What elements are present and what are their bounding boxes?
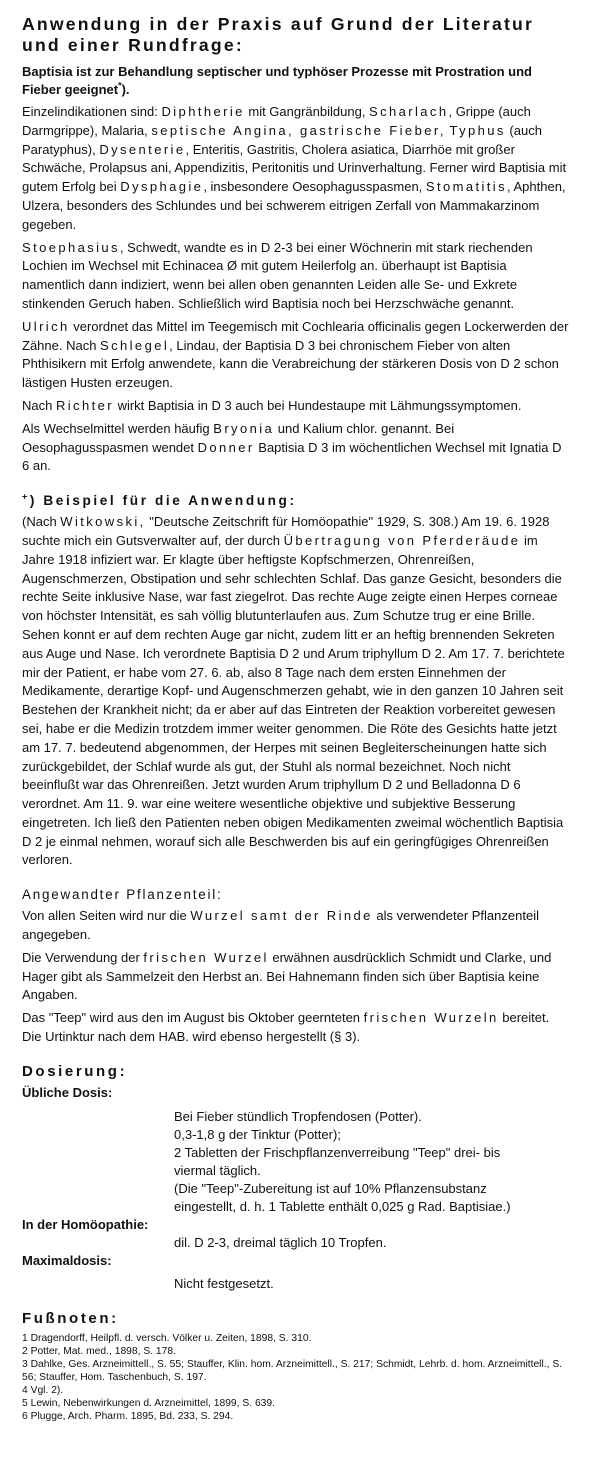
dosage-heading: Dosierung: [22,1062,128,1080]
footnote-item: 5 Lewin, Nebenwirkungen d. Arzneimittel, 1899, S. 639. [22,1398,275,1410]
footnote-item: 4 Vgl. 2). [22,1385,64,1397]
plant-part-paragraph-3: Das "Teep" wird aus den im August bis Oktober geernteten frischen Wurzeln bereitet. Die Urtinktur nach dem HAB. wird ebenso hergestellt (§ 3). [22,1010,550,1045]
footnote-marker: * [118,80,122,91]
usual-dose-label: Übliche Dosis: [22,1084,113,1100]
example-marker: + [22,491,30,502]
wechsel-paragraph: Als Wechselmittel werden häufig Bryonia und Kalium chlor. genannt. Bei Oesophagusspasmen wendet Donner Baptisia D 3 im wöchentlichen Wechsel mit Ignatia D 6 an. [22,420,562,474]
ulrich-paragraph: Ulrich verordnet das Mittel im Teegemisch mit Cochlearia officinalis gegen Lockerwerden der Zähne. Nach Schlegel, Lindau, der Baptisia D 3 bei chronischem Fieber von alten Phthisikern mit Erfolg anwendete, kann die Verabreichung der stärkeren Dosis von D 2 schon lästigen Husten erzeugen. [22,318,569,391]
max-dose-value: Nicht festgesetzt. [174,1275,274,1291]
stoephasius-paragraph: Stoephasius, Schwedt, wandte es in D 2-3 bei einer Wöchnerin mit stark riechenden Lochien im Wechsel mit Echinacea Ø mit gutem Heilerfolg an. überhaupt ist Baptisia namentlich dann indiziert, wenn bei allen oben genannten Leiden alle Se- und Exkrete stinkenden Geruch haben. Schließlich wird Baptisia noch bei Herzschwäche genannt. [22,239,533,311]
lead-statement: Baptisia ist zur Behandlung septischer und typhöser Prozesse mit Prostration und Fieber geeignet*). [22,64,532,97]
example-paragraph: (Nach Witkowski, "Deutsche Zeitschrift für Homöopathie" 1929, S. 308.) Am 19. 6. 1928 suchte mich ein Gutsverwalter auf, der durch Übertragung von Pferderäude im Jahre 1918 infiziert war. Er klagte über heftigste Kopfschmerzen, Ohrenreißen, Augenschmerzen, Obstipation und sehr schlechten Schlaf. Das ganze Gesicht, besonders die rechte Seite inklusive Nase, war fast ziegelrot. Das rechte Auge zeigte einen Herpes corneae von höchster Intensität, es sah völlig blutunterlaufen aus. Zum Schutze trug er eine Brille. Sehen konnt er auf dem rechten Auge gar nicht, zudem litt er an heftig brennenden Sekreten aus Auge und Nase. Ich verordnete Baptisia D 2 und Arum triphyllum D 2. Am 17. 7. berichtete mir der Patient, er habe vom 27. 6. ab, also 8 Tage nach dem ersten Einnehmen der Medikamente, derartige Kopf- und Augenschmerzen gehabt, wie in den ganzen 10 Jahren seit Bestehen der Krankheit nicht; da er aber auf das Eintreten der Reaktion vorbereitet gewesen sei, habe er die Medizin trotzdem immer weiter genommen. Die Röte des Gesichts hatte jetzt am 17. 7. bedeutend abgenommen, der Herpes mit seinen Begleiterscheinungen hatte sich zurückgebildet, der Schlaf wurde als gut, der Stuhl als normal bezeichnet. Noch nicht beeinflußt war das Ohrenreißen. Jetzt wurden Arum triphyllum D 2 und Belladonna D 6 verordnet. Am 11. 9. war eine weitere wesentliche objektive und subjektive Besserung eingetreten. Ich ließ den Patienten neben obigen Medikamenten zweimal wöchentlich Baptisia D 2 je einmal nehmen, worauf sich alle Beschwerden bis auf ein geringfügiges Ohrenreißen verloren. [22,514,565,868]
footnote-item: 6 Plugge, Arch. Pharm. 1895, Bd. 233, S. 294. [22,1411,234,1423]
richter-paragraph: Nach Richter wirkt Baptisia in D 3 auch bei Hundestaupe mit Lähmungssymptomen. [22,397,522,413]
footnote-item: 1 Dragendorff, Heilpfl. d. versch. Völker u. Zeiten, 1898, S. 310. [22,1332,312,1344]
main-heading-line2: und einer Rundfrage: [22,35,244,55]
footnote-item: 2 Potter, Mat. med., 1898, S. 178. [22,1345,176,1357]
footnote-list [22,1332,571,1424]
usual-dose-line: viermal täglich. [174,1162,261,1178]
plant-part-heading: Angewandter Pflanzenteil: [22,887,223,903]
footnote-item: 3 Dahlke, Ges. Arzneimittell., S. 55; Stauffer, Klin. hom. Arzneimittell., S. 217; Schmidt, Lehrb. d. hom. Arzneimittell., S. 56; Stauffer, Hom. Taschenbuch, S. 197. [22,1359,563,1384]
usual-dose-line: eingestellt, d. h. 1 Tablette enthält 0,025 g Rad. Baptisiae.) [174,1198,511,1214]
usual-dose-block [22,1108,571,1216]
usual-dose-line: (Die "Teep"-Zubereitung ist auf 10% Pflanzensubstanz [174,1180,487,1196]
usual-dose-line: 0,3-1,8 g der Tinktur (Potter); [174,1126,341,1142]
usual-dose-line: 2 Tabletten der Frischpflanzenverreibung "Teep" drei- bis [174,1144,501,1160]
indications-paragraph: Einzelindikationen sind: Diphtherie mit Gangränbildung, Scharlach, Grippe (auch Darmgrippe), Malaria, septische Angina, gastrische Fieber, Typhus (auch Paratyphus), Dysenterie, Enteritis, Gastritis, Cholera asiatica, Diarrhöe mit großer Schwäche, Prolapsus ani, Appendizitis, Peritonitis und Urinverhaltung. Ferner wird Baptisia mit gutem Erfolg bei Dysphagie, insbesondere Oesophagusspasmen, Stomatitis, Aphthen, Ulzera, besonders des Schlundes und bei schwerem eitrigen Zerfall von Mammakarzinom gegeben. [22,104,567,232]
max-dose-label: Maximaldosis: [22,1252,112,1268]
main-heading-line1: Anwendung in der Praxis auf Grund der Literatur [22,14,535,34]
example-heading: +) Beispiel für die Anwendung: [22,491,297,509]
main-heading [22,14,571,56]
plant-part-paragraph-2: Die Verwendung der frischen Wurzel erwähnen ausdrücklich Schmidt und Clarke, und Hager gibt als Sammelzeit den Herbst an. Bei Hahnemann finden sich über Baptisia keine Angaben. [22,949,552,1003]
usual-dose-line: Bei Fieber stündlich Tropfendosen (Potter). [174,1108,422,1124]
footnotes-heading: Fußnoten: [22,1309,119,1327]
homeopathy-label: In der Homöopathie: [22,1216,149,1232]
plant-part-paragraph-1: Von allen Seiten wird nur die Wurzel samt der Rinde als verwendeter Pflanzenteil angegeben. [22,908,539,943]
homeopathy-dose: dil. D 2-3, dreimal täglich 10 Tropfen. [174,1234,387,1250]
